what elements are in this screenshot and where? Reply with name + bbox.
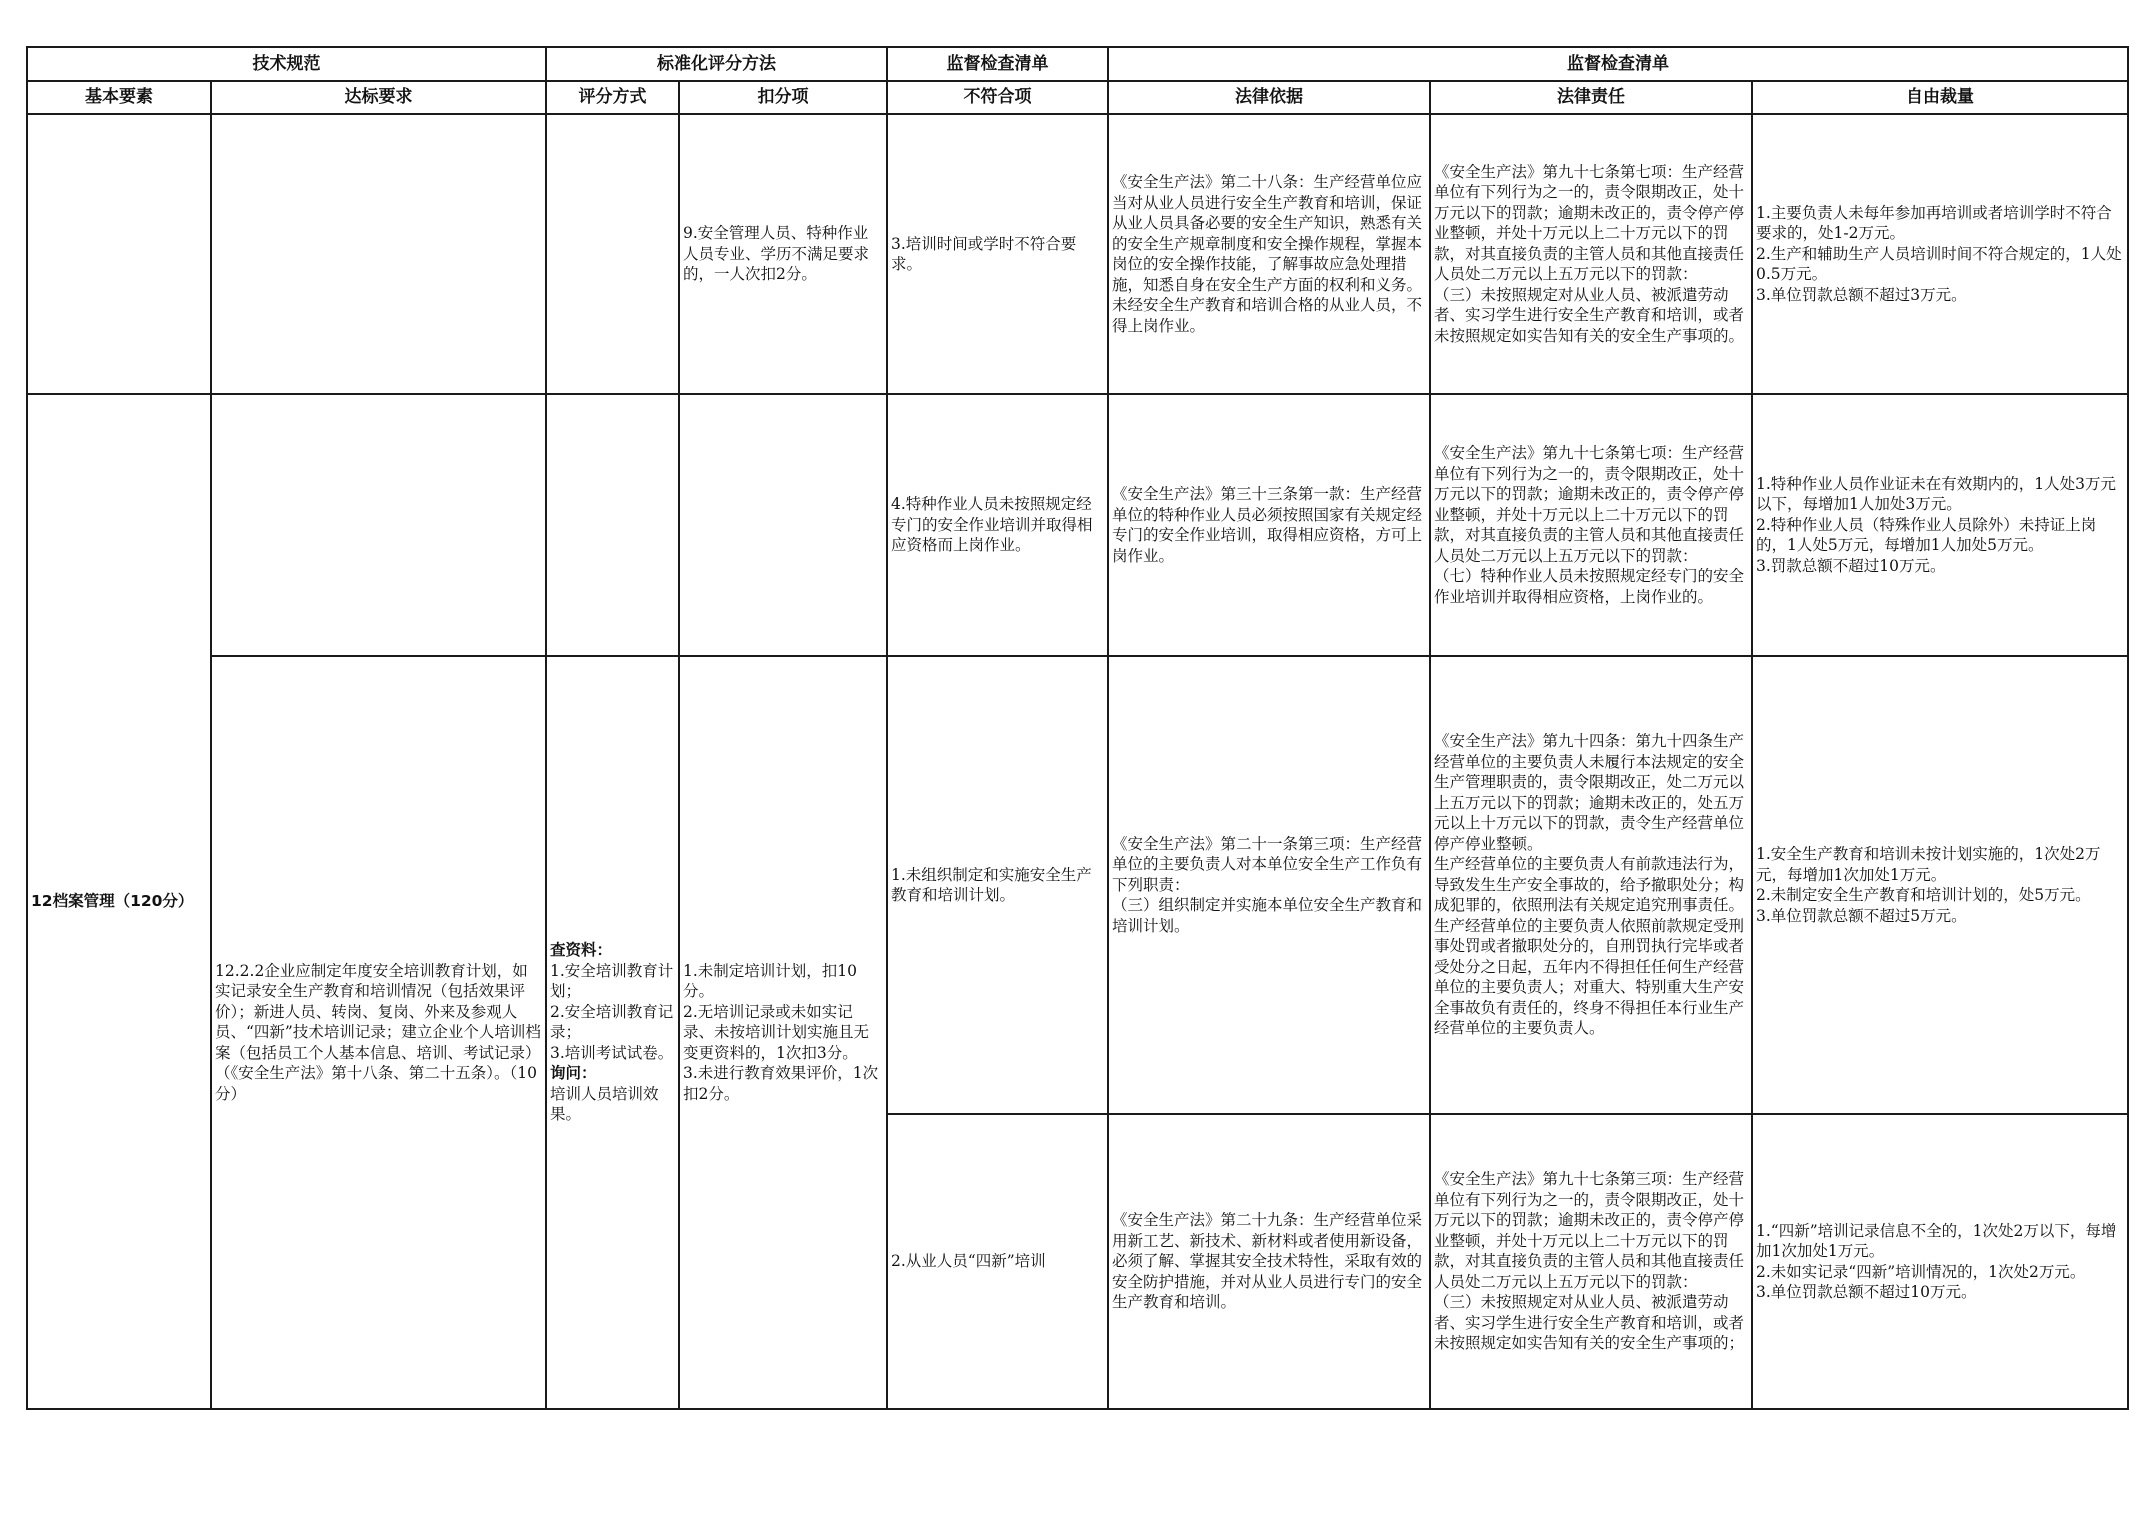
deduction-cell: [679, 656, 887, 1409]
col-noncompliance: 不符合项: [887, 81, 1108, 114]
col-legal-liability: 法律责任: [1430, 81, 1752, 114]
legal-liability-cell: 《安全生产法》第九十七条第三项：生产经营单位有下列行为之一的，责令限期改正，处十万元以下的罚款；逾期未改正的，责令停产停业整顿，并处十万元以上二十万元以下的罚款，对其直接负责的主管人员和其他直接责任人员处二万元以上五万元以下的罚款： （三）未按照规定对从业人员、被派遣劳动者、实习学生进行安全生产教育和培训，或者未按照规定如实告知有关的安全生产事项的；: [1430, 1114, 1752, 1409]
header-scoring-method: 标准化评分方法: [546, 47, 887, 81]
legal-basis-cell: 《安全生产法》第二十九条：生产经营单位采用新工艺、新技术、新材料或者使用新设备，必须了解、掌握其安全技术特性，采取有效的安全防护措施，并对从业人员进行专门的安全生产教育和培训。: [1108, 1114, 1430, 1409]
header-column-row: [27, 81, 2128, 114]
legal-liability-cell: 《安全生产法》第九十七条第七项：生产经营单位有下列行为之一的，责令限期改正，处十万元以下的罚款；逾期未改正的，责令停产停业整顿，并处十万元以上二十万元以下的罚款，对其直接负责的主管人员和其他直接责任人员处二万元以上五万元以下的罚款： （七）特种作业人员未按照规定经专门的安全作业培训并取得相应资格，上岗作业的。: [1430, 394, 1752, 656]
deduction-item: 1.未制定培训计划，扣10分。: [683, 961, 858, 1001]
col-legal-basis: 法律依据: [1108, 81, 1430, 114]
deduction-item: 2.无培训记录或未如实记录、未按培训计划实施且无变更资料的，1次扣3分。: [683, 1002, 870, 1062]
header-group-row: [27, 47, 2128, 81]
legal-liability-cell: 《安全生产法》第九十四条：第九十四条生产经营单位的主要负责人未履行本法规定的安全生产管理职责的，责令限期改正，处二万元以上五万元以下的罚款；逾期未改正的，处五万元以上十万元以下的罚款，责令生产经营单位停产停业整顿。 生产经营单位的主要负责人有前款违法行为，导致发生生产安全事故的，给予撤职处分；构成犯罪的，依照刑法有关规定追究刑事责任。 生产经营单位的主要负责人依照前款规定受刑事处罚或者撤职处分的，自刑罚执行完毕或者受处分之日起，五年内不得担任任何生产经营单位的主要负责人；对重大、特别重大生产安全事故负有责任的，终身不得担任本行业生产经营单位的主要负责人。: [1430, 656, 1752, 1114]
requirement-cell-empty: [211, 394, 546, 656]
method-cell-empty: [546, 114, 679, 394]
discretion-cell: 1.主要负责人未每年参加再培训或者培训学时不符合要求的，处1-2万元。 2.生产和辅助生产人员培训时间不符合规定的，1人处0.5万元。 3.单位罚款总额不超过3万元。: [1752, 114, 2128, 394]
method-inquiry-title: 询问：: [550, 1064, 597, 1083]
basic-element-cell: 12档案管理（120分）: [27, 394, 211, 1409]
table-row: [27, 656, 2128, 1114]
noncompliance-cell: 3.培训时间或学时不符合要求。: [887, 114, 1108, 394]
noncompliance-cell: 2.从业人员“四新”培训: [887, 1114, 1108, 1409]
header-checklist-2: 监督检查清单: [1108, 47, 2128, 81]
discretion-cell: 1.特种作业人员作业证未在有效期内的，1人处3万元以下，每增加1人加处3万元。 2.特种作业人员（特殊作业人员除外）未持证上岗的，1人处5万元，每增加1人加处5万元。 3.罚款总额不超过10万元。: [1752, 394, 2128, 656]
method-cell-empty: [546, 394, 679, 656]
deduction-cell: 9.安全管理人员、特种作业人员专业、学历不满足要求的，一人次扣2分。: [679, 114, 887, 394]
method-inquiry-body: 培训人员培训效果。: [550, 1084, 659, 1124]
legal-basis-cell: 《安全生产法》第二十一条第三项：生产经营单位的主要负责人对本单位安全生产工作负有下列职责： （三）组织制定并实施本单位安全生产教育和培训计划。: [1108, 656, 1430, 1114]
deduction-cell-empty: [679, 394, 887, 656]
col-requirement: 达标要求: [211, 81, 546, 114]
legal-basis-cell: 《安全生产法》第三十三条第一款：生产经营单位的特种作业人员必须按照国家有关规定经专门的安全作业培训，取得相应资格，方可上岗作业。: [1108, 394, 1430, 656]
method-check-docs-body: 1.安全培训教育计划； 2.安全培训教育记录； 3.培训考试试卷。: [550, 961, 674, 1062]
requirement-cell-empty: [211, 114, 546, 394]
col-deduction: 扣分项: [679, 81, 887, 114]
inspection-table: [26, 46, 2129, 1410]
col-basic-element: 基本要素: [27, 81, 211, 114]
discretion-cell: 1.安全生产教育和培训未按计划实施的，1次处2万元，每增加1次加处1万元。 2.未制定安全生产教育和培训计划的，处5万元。 3.单位罚款总额不超过5万元。: [1752, 656, 2128, 1114]
noncompliance-cell: 1.未组织制定和实施安全生产教育和培训计划。: [887, 656, 1108, 1114]
requirement-cell: 12.2.2企业应制定年度安全培训教育计划，如实记录安全生产教育和培训情况（包括效果评价）；新进人员、转岗、复岗、外来及参观人员、“四新”技术培训记录；建立企业个人培训档案（包括员工个人基本信息、培训、考试记录）（《安全生产法》第十八条、第二十五条）。（10分）: [211, 656, 546, 1409]
header-tech-spec: 技术规范: [27, 47, 546, 81]
legal-liability-cell: 《安全生产法》第九十七条第七项：生产经营单位有下列行为之一的，责令限期改正，处十万元以下的罚款；逾期未改正的，责令停产停业整顿，并处十万元以上二十万元以下的罚款，对其直接负责的主管人员和其他直接责任人员处二万元以上五万元以下的罚款： （三）未按照规定对从业人员、被派遣劳动者、实习学生进行安全生产教育和培训，或者未按照规定如实告知有关的安全生产事项的。: [1430, 114, 1752, 394]
deduction-item: 3.未进行教育效果评价，1次扣2分。: [683, 1064, 879, 1103]
table-row: [27, 394, 2128, 656]
legal-basis-cell: 《安全生产法》第二十八条：生产经营单位应当对从业人员进行安全生产教育和培训，保证从业人员具备必要的安全生产知识，熟悉有关的安全生产规章制度和安全操作规程，掌握本岗位的安全操作技能，了解事故应急处理措施，知悉自身在安全生产方面的权利和义务。未经安全生产教育和培训合格的从业人员，不得上岗作业。: [1108, 114, 1430, 394]
method-check-docs-title: 查资料：: [550, 941, 613, 960]
noncompliance-cell: 4.特种作业人员未按照规定经专门的安全作业培训并取得相应资格而上岗作业。: [887, 394, 1108, 656]
table-row: [27, 114, 2128, 394]
basic-element-cell-empty: [27, 114, 211, 394]
method-cell: [546, 656, 679, 1409]
discretion-cell: 1.“四新”培训记录信息不全的，1次处2万以下，每增加1次加处1万元。 2.未如实记录“四新”培训情况的，1次处2万元。 3.单位罚款总额不超过10万元。: [1752, 1114, 2128, 1409]
col-scoring-method: 评分方式: [546, 81, 679, 114]
col-discretion: 自由裁量: [1752, 81, 2128, 114]
header-checklist-1: 监督检查清单: [887, 47, 1108, 81]
